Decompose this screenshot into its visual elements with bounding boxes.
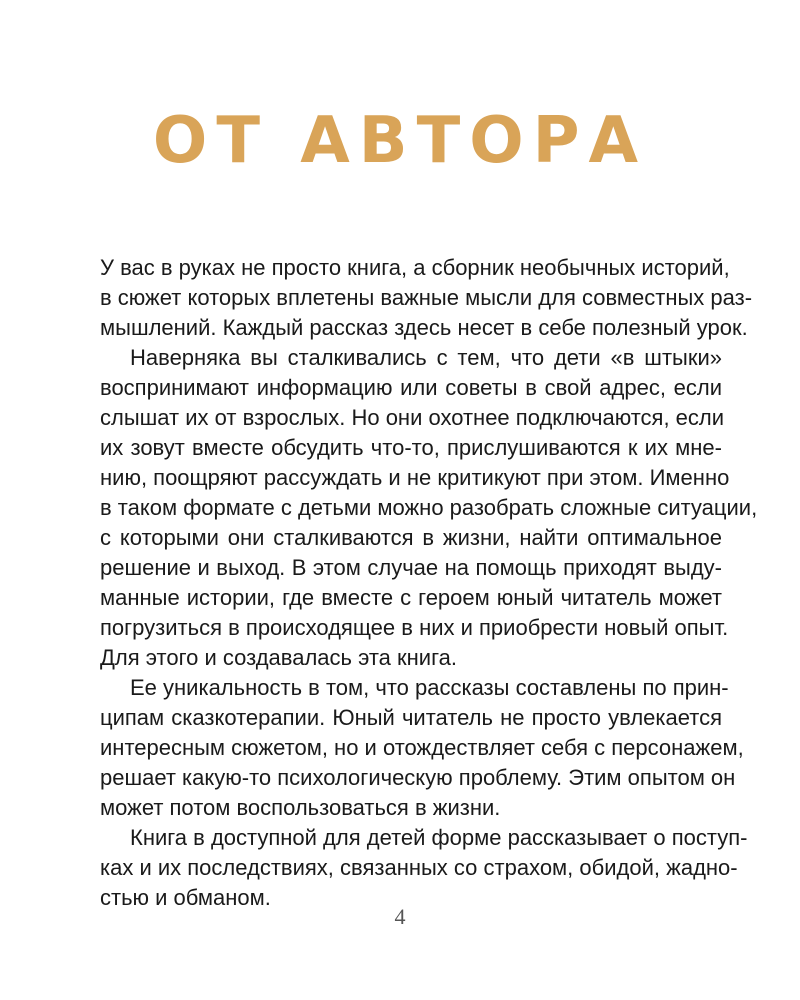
text-line: ципам сказкотерапии. Юный читатель не просто увлекается	[100, 705, 722, 730]
text-line: ках и их последствиях, связанных со страхом, обидой, жадно-	[100, 855, 738, 880]
body-text	[100, 253, 758, 913]
text-line: мышлений. Каждый рассказ здесь несет в себе полезный урок.	[100, 315, 748, 340]
text-line: Для этого и создавалась эта книга.	[100, 645, 457, 670]
text-line: в таком формате с детьми можно разобрать сложные ситуации,	[100, 495, 758, 520]
text-line: У вас в руках не просто книга, а сборник необычных историй,	[100, 255, 730, 280]
text-line: Ее уникальность в том, что рассказы составлены по прин-	[130, 675, 729, 700]
text-line: может потом воспользоваться в жизни.	[100, 795, 501, 820]
text-line: решение и выход. В этом случае на помощь приходят выду-	[100, 555, 722, 580]
page-title: ОТ АВТОРА	[152, 104, 648, 178]
text-line: манные истории, где вместе с героем юный читатель может	[100, 585, 722, 610]
text-line: слышат их от взрослых. Но они охотнее подключаются, если	[100, 405, 725, 430]
text-line: стью и обманом.	[100, 885, 271, 910]
text-line: с которыми они сталкиваются в жизни, найти оптимальное	[100, 525, 722, 550]
page-number: 4	[394, 904, 406, 929]
text-line: нию, поощряют рассуждать и не критикуют при этом. Именно	[100, 465, 730, 490]
text-line: в сюжет которых вплетены важные мысли для совместных раз-	[100, 285, 753, 310]
text-line: воспринимают информацию или советы в свой адрес, если	[100, 375, 722, 400]
text-line: Наверняка вы сталкивались с тем, что дети «в штыки»	[130, 345, 722, 370]
text-line: интересным сюжетом, но и отождествляет себя с персонажем,	[100, 735, 744, 760]
text-line: решает какую-то психологическую проблему. Этим опытом он	[100, 765, 736, 790]
text-line: их зовут вместе обсудить что-то, прислушиваются к их мне-	[100, 435, 722, 460]
text-line: погрузиться в происходящее в них и приобрести новый опыт.	[100, 615, 729, 640]
text-line: Книга в доступной для детей форме рассказывает о поступ-	[130, 825, 748, 850]
